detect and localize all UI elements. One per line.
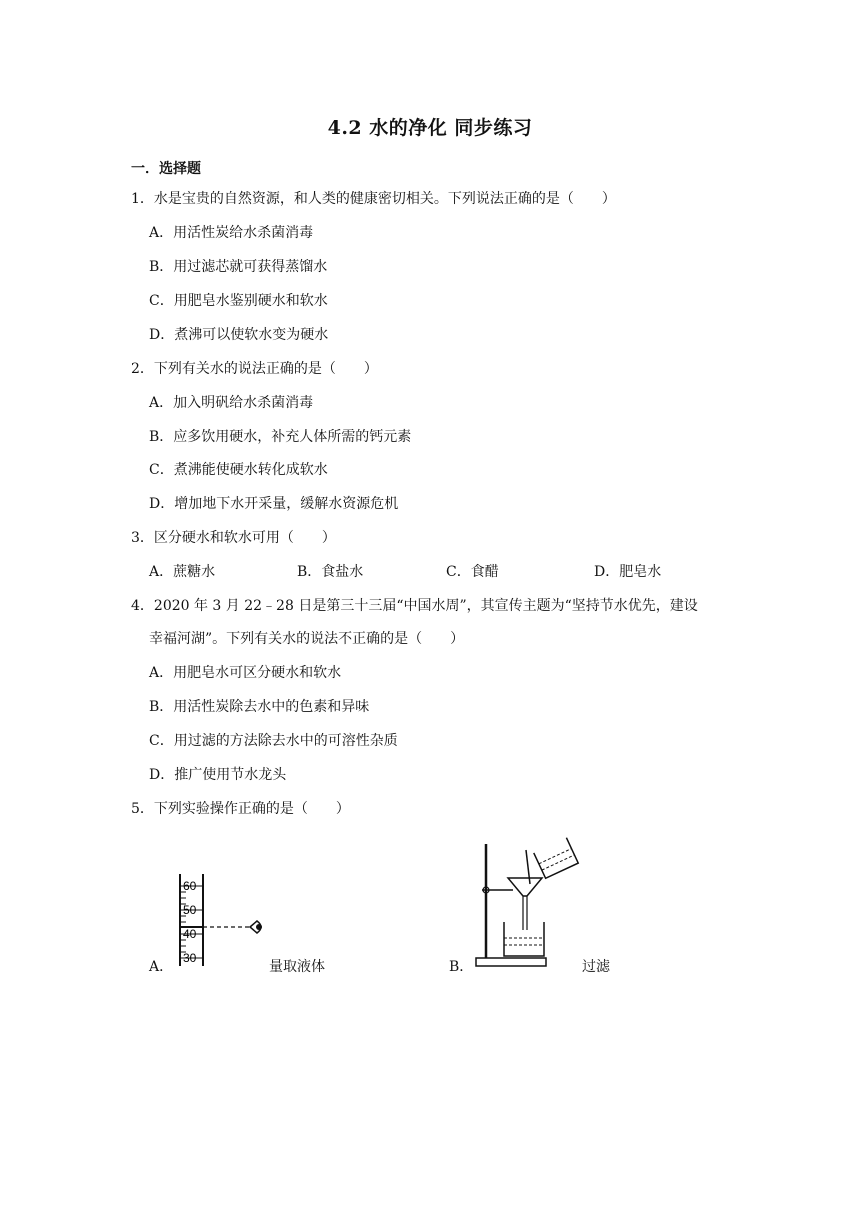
question-5-option-b-caption: 过滤 (582, 959, 610, 975)
cylinder-mark-40: 40 (183, 927, 197, 941)
question-3-option-c[interactable]: C．食醋 (446, 564, 499, 580)
question-3-option-d[interactable]: D．肥皂水 (594, 564, 662, 580)
question-2-option-d[interactable]: D．增加地下水开采量，缓解水资源危机 (149, 496, 399, 512)
cylinder-mark-60: 60 (183, 879, 197, 893)
question-1-option-a[interactable]: A．用活性炭给水杀菌消毒 (149, 225, 314, 241)
question-1-option-c[interactable]: C．用肥皂水鉴别硬水和软水 (149, 293, 328, 309)
section-heading: 一．选择题 (131, 161, 201, 177)
filtration-apparatus-icon (468, 830, 588, 972)
page-title: 4.2 水的净化 同步练习 (327, 117, 533, 139)
question-3-option-b[interactable]: B．食盐水 (297, 564, 364, 580)
question-5-option-a-letter[interactable]: A． (149, 959, 174, 975)
graduated-cylinder-icon (170, 868, 270, 968)
question-3-stem: 3．区分硬水和软水可用（ ） (131, 530, 336, 546)
question-4-option-d[interactable]: D．推广使用节水龙头 (149, 767, 287, 783)
question-2-option-b[interactable]: B．应多饮用硬水，补充人体所需的钙元素 (149, 429, 412, 445)
question-5-option-b-letter[interactable]: B． (449, 959, 474, 975)
question-4-option-c[interactable]: C．用过滤的方法除去水中的可溶性杂质 (149, 733, 398, 749)
question-2-option-a[interactable]: A．加入明矾给水杀菌消毒 (149, 395, 314, 411)
cylinder-mark-50: 50 (183, 903, 197, 917)
question-4-stem-line-2: 幸福河湖”。下列有关水的说法不正确的是（ ） (149, 631, 465, 647)
question-1-option-d[interactable]: D．煮沸可以使软水变为硬水 (149, 327, 329, 343)
question-4-stem-line-1: 4．2020 年 3 月 22﹣28 日是第三十三届“中国水周”，其宣传主题为“坚持节水优先，建设 (131, 598, 698, 614)
cylinder-mark-30: 30 (183, 951, 197, 965)
question-1-stem: 1．水是宝贵的自然资源，和人类的健康密切相关。下列说法正确的是（ ） (131, 191, 616, 207)
question-2-stem: 2．下列有关水的说法正确的是（ ） (131, 361, 378, 377)
question-3-option-a[interactable]: A．蔗糖水 (149, 564, 216, 580)
question-4-option-a[interactable]: A．用肥皂水可区分硬水和软水 (149, 665, 342, 681)
question-5-option-a-caption: 量取液体 (269, 959, 325, 975)
question-4-option-b[interactable]: B．用活性炭除去水中的色素和异味 (149, 699, 370, 715)
question-1-option-b[interactable]: B．用过滤芯就可获得蒸馏水 (149, 259, 328, 275)
question-2-option-c[interactable]: C．煮沸能使硬水转化成软水 (149, 462, 328, 478)
question-5-stem: 5．下列实验操作正确的是（ ） (131, 801, 350, 817)
